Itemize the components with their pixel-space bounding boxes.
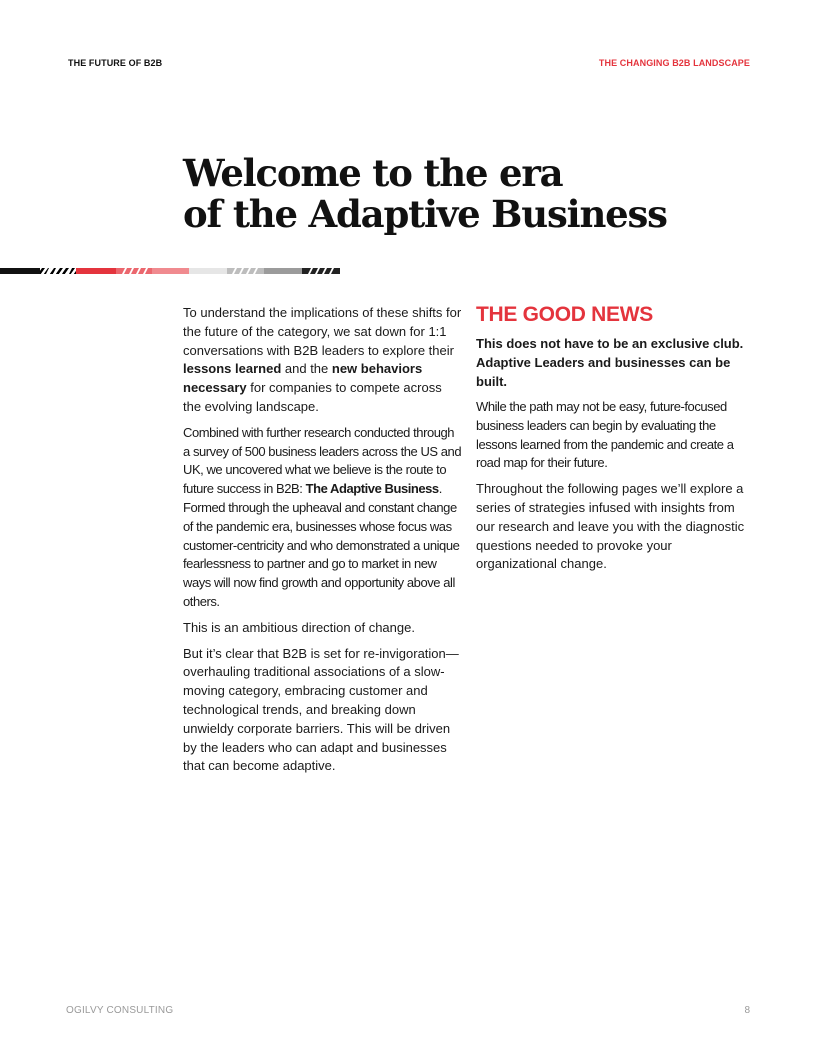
good-news-paragraph-1: While the path may not be easy, future-focused business leaders can begin by evaluating the lessons learned from the pandemic and create a road map for their future.	[476, 399, 734, 471]
research-text-1: Combined with further research conducted through a survey of 500 business leaders across the US and UK, we uncovered what we believe is the route to future success in B2B:	[183, 424, 462, 497]
good-news-lead: This does not have to be an exclusive club. Adaptive Leaders and businesses can be built.	[476, 336, 744, 389]
running-header-left: THE FUTURE OF B2B	[68, 58, 163, 68]
right-column	[476, 302, 756, 581]
ambitious-paragraph: This is an ambitious direction of change.	[183, 619, 415, 635]
good-news-paragraph-2: Throughout the following pages we’ll explore a series of strategies infused with insights from our research and leave you with the diagnostic questions needed to provoke your organizational change.	[476, 481, 745, 572]
intro-paragraph	[183, 304, 463, 417]
page-title	[183, 153, 667, 235]
running-header-right: THE CHANGING B2B LANDSCAPE	[598, 58, 750, 68]
title-line-1: Welcome to the era	[183, 151, 563, 195]
reinvigoration-paragraph: But it’s clear that B2B is set for re-invigoration—overhauling traditional associations of a slow-moving category, embracing customer and technological trends, and breaking down unwieldy corporate barriers. This will be driven by the leaders who can adapt and businesses that can become adaptive.	[183, 645, 459, 774]
good-news-heading: THE GOOD NEWS	[476, 303, 653, 326]
new-behaviors-emphasis: new behaviors necessary	[183, 361, 423, 396]
decorative-stripe-bar	[0, 268, 340, 274]
intro-text-3: for companies to compete across the evolving landscape.	[183, 380, 442, 414]
lessons-learned-emphasis: lessons learned	[183, 361, 282, 377]
footer-brand: OGILVY CONSULTING	[66, 1005, 174, 1016]
research-text-2: . Formed through the upheaval and constant change of the pandemic era, businesses whose focus was customer-centricity and who demonstrated a unique fearlessness to partner and go to market in new ways will now find growth and opportunity above all others.	[183, 481, 460, 609]
intro-text-2: and the	[281, 361, 332, 377]
intro-text-1: To understand the implications of these shifts for the future of the category, we sat down for 1:1 conversations with B2B leaders to explore their	[183, 305, 462, 358]
adaptive-business-emphasis: The Adaptive Business	[305, 481, 439, 497]
page-number: 8	[744, 1005, 750, 1016]
title-line-2: of the Adaptive Business	[183, 192, 667, 236]
research-paragraph	[183, 424, 463, 612]
left-column	[183, 304, 463, 783]
